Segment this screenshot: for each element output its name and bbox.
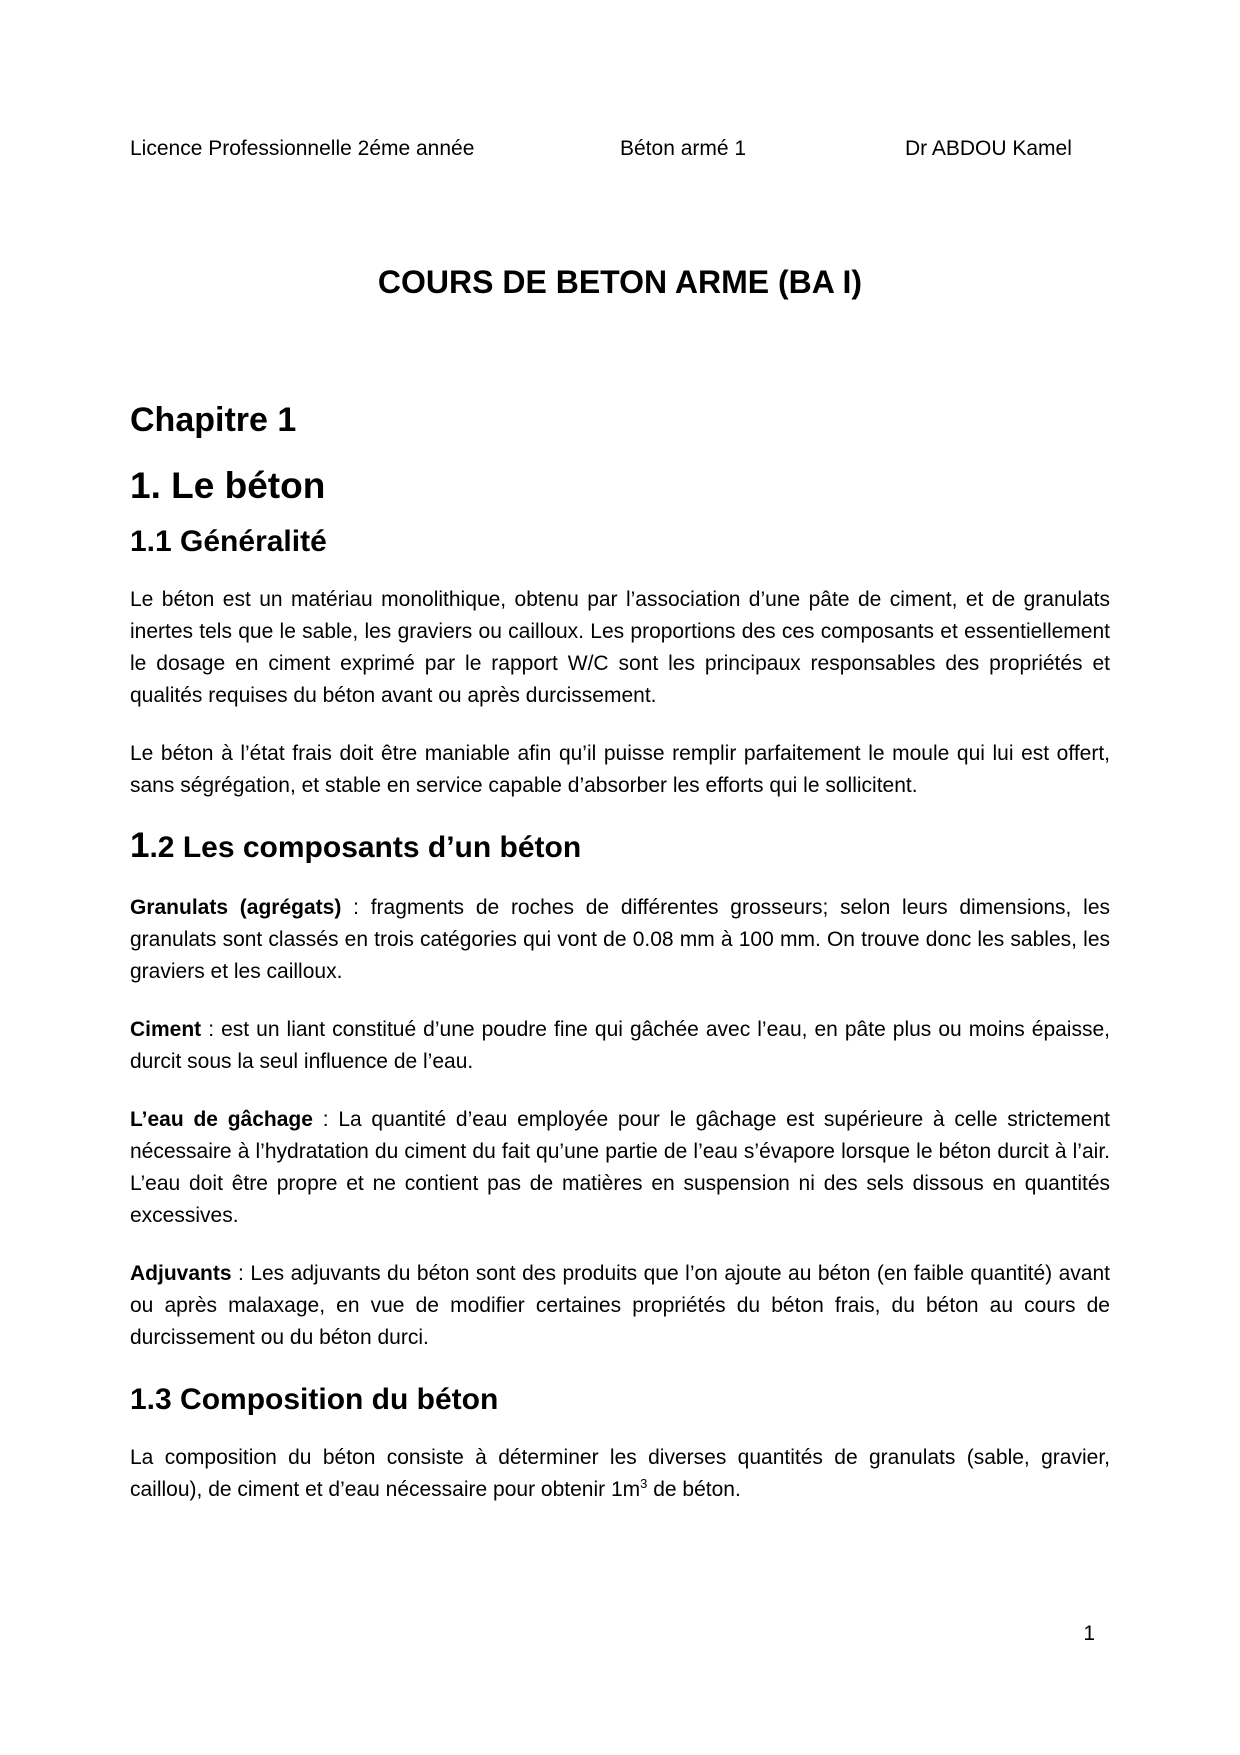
section-1-2-heading-text: .2 Les composants d’un béton <box>149 831 582 864</box>
paragraph-eau-de-gachage <box>130 1104 1110 1232</box>
term-adjuvants: Adjuvants <box>130 1262 232 1285</box>
definition-eau-de-gachage: La quantité d’eau employée pour le gâchage est supérieure à celle strictement nécessaire à l’hydratation du ciment du fait qu’une partie de l’eau s’évapore lorsque le béton durcit à l’air. L’eau doit être propre et ne contient pas de matières en suspension ni des sels dissous en quantités excessives. <box>130 1108 1110 1227</box>
section-1-heading: 1. Le béton <box>130 465 326 506</box>
page-number: 1 <box>1083 1622 1095 1645</box>
header-right-text: Dr ABDOU Kamel <box>905 137 1072 160</box>
composition-text-end: de béton. <box>647 1478 741 1501</box>
page-header <box>130 137 1110 161</box>
paragraph-generalite-2: Le béton à l’état frais doit être maniable afin qu’il puisse remplir parfaitement le moule qui lui est offert, sans ségrégation, et stable en service capable d’absorber les efforts qui le sollicitent. <box>130 742 1110 797</box>
term-adjuvants-separator: : <box>231 1262 251 1285</box>
term-ciment: Ciment <box>130 1018 202 1041</box>
chapter-heading: Chapitre 1 <box>130 401 297 439</box>
composition-text-start: La composition du béton consiste à déterminer les diverses quantités de granulats (sable, gravier, caillou), de ciment et d’eau nécessaire pour obtenir 1m <box>130 1446 1110 1501</box>
term-ciment-separator: : <box>201 1018 222 1041</box>
paragraph-composition <box>130 1442 1110 1506</box>
paragraph-generalite-1: Le béton est un matériau monolithique, obtenu par l’association d’une pâte de ciment, et de granulats inertes tels que le sable, les graviers ou cailloux. Les proportions des ces composants et essentiellement le dosage en ciment exprimé par le rapport W/C sont les principaux responsables des propriétés et qualités requises du béton avant ou après durcissement. <box>130 588 1110 707</box>
section-1-1-heading: 1.1 Généralité <box>130 525 327 558</box>
section-1-3-heading: 1.3 Composition du béton <box>130 1383 499 1416</box>
header-center-text: Béton armé 1 <box>620 137 747 160</box>
term-granulats-separator: : <box>341 896 371 919</box>
document-title: COURS DE BETON ARME (BA I) <box>377 264 863 300</box>
term-eau-de-gachage: L’eau de gâchage <box>130 1108 313 1131</box>
paragraph-adjuvants <box>130 1258 1110 1354</box>
definition-granulats: fragments de roches de différentes grosseurs; selon leurs dimensions, les granulats sont classés en trois catégories qui vont de 0.08 mm à 100 mm. On trouve donc les sables, les graviers et les cailloux. <box>130 896 1110 983</box>
superscript-3: 3 <box>640 1476 648 1491</box>
term-granulats: Granulats (agrégats) <box>130 896 342 919</box>
term-eau-de-gachage-separator: : <box>312 1108 339 1131</box>
section-1-2-heading <box>130 828 1110 866</box>
definition-adjuvants: Les adjuvants du béton sont des produits que l’on ajoute au béton (en faible quantité) avant ou après malaxage, en vue de modifier certaines propriétés du béton frais, du béton au cours de durcissement ou du béton durci. <box>130 1262 1110 1349</box>
definition-ciment: est un liant constitué d’une poudre fine qui gâchée avec l’eau, en pâte plus ou moins épaisse, durcit sous la seul influence de l’eau. <box>130 1018 1110 1073</box>
section-1-2-heading-number: 1 <box>130 826 150 865</box>
paragraph-ciment <box>130 1014 1110 1078</box>
header-left-text: Licence Professionnelle 2éme année <box>130 137 475 160</box>
paragraph-granulats <box>130 892 1110 988</box>
